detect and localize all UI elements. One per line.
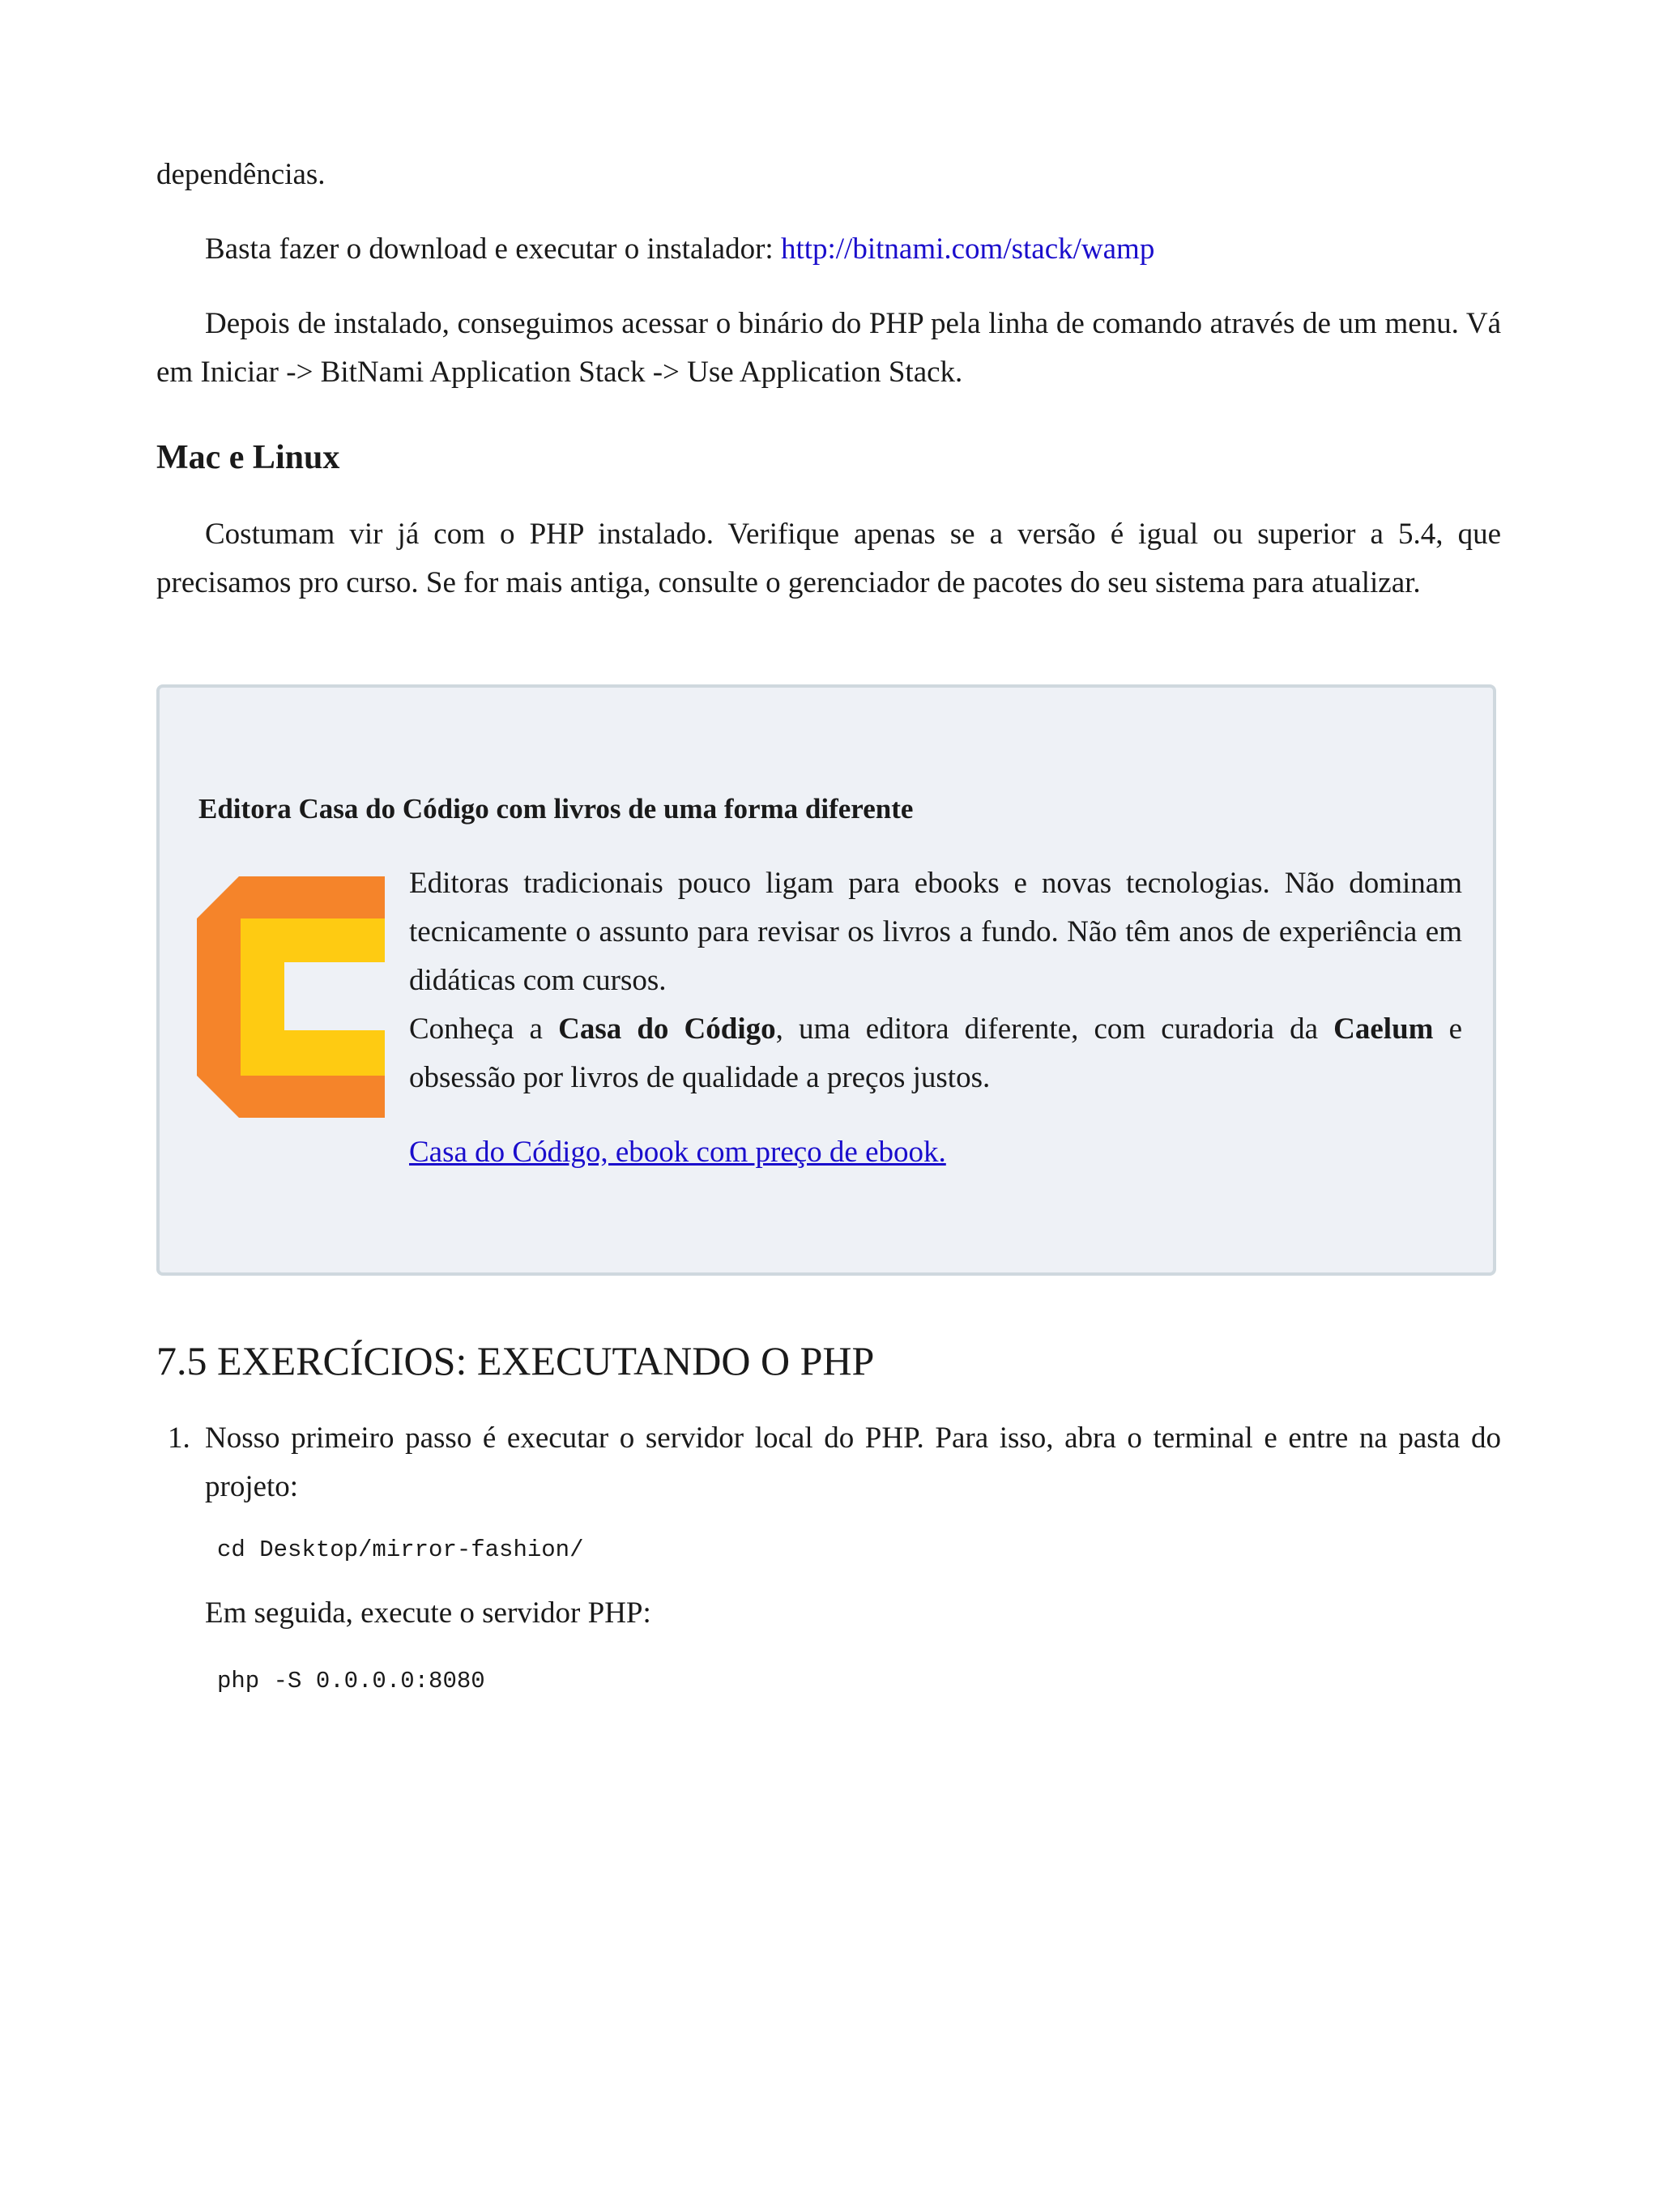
- casa-do-codigo-logo-icon: [197, 876, 385, 1118]
- promo-paragraph-2: [409, 1005, 1462, 1102]
- promo-title: Editora Casa do Código com livros de uma forma diferente: [198, 793, 914, 825]
- promo-box: [156, 684, 1496, 1276]
- download-paragraph: [156, 225, 1501, 274]
- promo-brand-casa: Casa do Código: [558, 1012, 776, 1046]
- promo-link-line: [409, 1128, 1462, 1177]
- promo-paragraph-1: Editoras tradicionais pouco ligam para ebooks e novas tecnologias. Não dominam tecnicamente o assunto para revisar os livros a fundo. Não têm anos de experiência em didáticas com cursos.: [409, 867, 1462, 997]
- promo-text: [409, 859, 1462, 1177]
- promo-p2-text-c: e obsessão por livros de qualidade a preços justos.: [409, 1012, 1463, 1094]
- code-php-server-command: php -S 0.0.0.0:8080: [217, 1668, 485, 1694]
- promo-p2-text-a: Conheça a: [409, 1012, 559, 1046]
- continuation-text: dependências.: [156, 158, 326, 191]
- bitnami-link[interactable]: http://bitnami.com/stack/wamp: [780, 232, 1155, 266]
- download-text: Basta fazer o download e executar o instalador:: [205, 232, 781, 266]
- promo-link[interactable]: Casa do Código, ebook com preço de ebook.: [409, 1136, 946, 1169]
- promo-brand-caelum: Caelum: [1333, 1012, 1434, 1046]
- code-cd-command: cd Desktop/mirror-fashion/: [217, 1536, 584, 1563]
- mac-linux-paragraph: Costumam vir já com o PHP instalado. Verifique apenas se a versão é igual ou superior a 5.4, que precisamos pro curso. Se for mais antiga, consulte o gerenciador de pacotes do seu sistema para atualizar.: [156, 518, 1501, 599]
- promo-p2-text-b: , uma editora diferente, com curadoria da: [775, 1012, 1334, 1046]
- installed-paragraph: Depois de instalado, conseguimos acessar o binário do PHP pela linha de comando através de um menu. Vá em Iniciar -> BitNami Application Stack -> Use Application Stack.: [156, 307, 1501, 389]
- exercise-heading: 7.5 EXERCÍCIOS: EXECUTANDO O PHP: [156, 1338, 875, 1383]
- list-item-number: 1.: [168, 1421, 190, 1455]
- exercise-then-text: Em seguida, execute o servidor PHP:: [205, 1596, 651, 1630]
- mac-linux-heading: Mac e Linux: [156, 439, 340, 476]
- logo-cutout: [284, 962, 385, 1030]
- exercise-step-text: Nosso primeiro passo é executar o servidor local do PHP. Para isso, abra o terminal e entre na pasta do projeto:: [205, 1421, 1501, 1503]
